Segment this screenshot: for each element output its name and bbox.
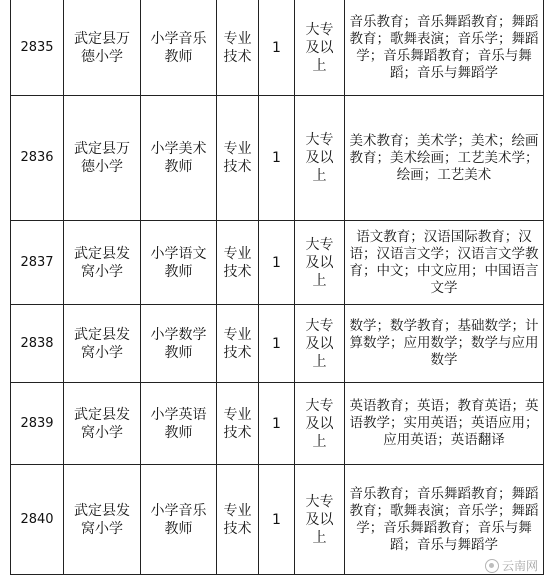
position-name: 小学英语教师 xyxy=(141,383,217,465)
major-requirement: 数学；数学教育；基础数学；计算数学；应用数学；数学与应用数学 xyxy=(345,305,544,383)
education-requirement: 大专及以上 xyxy=(295,305,345,383)
position-category: 专业技术 xyxy=(217,465,259,575)
recruitment-table xyxy=(10,0,544,575)
position-code: 2839 xyxy=(11,383,64,465)
table-row xyxy=(11,0,544,96)
school-name: 武定县万德小学 xyxy=(64,96,141,221)
school-name: 武定县发窝小学 xyxy=(64,383,141,465)
major-requirement: 语文教育；汉语国际教育；汉语；汉语言文学；汉语言文学教育；中文；中文应用；中国语言文学 xyxy=(345,221,544,305)
watermark xyxy=(485,557,538,574)
major-requirement: 音乐教育；音乐舞蹈教育；舞蹈教育；歌舞表演；音乐学；舞蹈学；音乐舞蹈教育；音乐与舞蹈；音乐与舞蹈学 xyxy=(345,0,544,96)
education-requirement: 大专及以上 xyxy=(295,96,345,221)
hire-count: 1 xyxy=(259,0,295,96)
position-code: 2837 xyxy=(11,221,64,305)
table-row xyxy=(11,383,544,465)
school-name: 武定县万德小学 xyxy=(64,0,141,96)
major-requirement: 美术教育；美术学；美术；绘画教育；美术绘画；工艺美术学；绘画；工艺美术 xyxy=(345,96,544,221)
position-code: 2835 xyxy=(11,0,64,96)
hire-count: 1 xyxy=(259,221,295,305)
school-name: 武定县发窝小学 xyxy=(64,305,141,383)
table-row xyxy=(11,305,544,383)
hire-count: 1 xyxy=(259,96,295,221)
major-requirement: 音乐教育；音乐舞蹈教育；舞蹈教育；歌舞表演；音乐学；舞蹈学；音乐舞蹈教育；音乐与舞蹈；音乐与舞蹈学 xyxy=(345,465,544,575)
hire-count: 1 xyxy=(259,383,295,465)
position-name: 小学音乐教师 xyxy=(141,465,217,575)
hire-count: 1 xyxy=(259,465,295,575)
watermark-text: 云南网 xyxy=(501,559,538,573)
position-category: 专业技术 xyxy=(217,383,259,465)
education-requirement: 大专及以上 xyxy=(295,221,345,305)
table-row xyxy=(11,96,544,221)
watermark-logo-icon xyxy=(485,559,499,573)
school-name: 武定县发窝小学 xyxy=(64,221,141,305)
major-requirement: 英语教育；英语；教育英语；英语教学；实用英语；英语应用；应用英语；英语翻译 xyxy=(345,383,544,465)
position-category: 专业技术 xyxy=(217,96,259,221)
education-requirement: 大专及以上 xyxy=(295,383,345,465)
position-code: 2840 xyxy=(11,465,64,575)
hire-count: 1 xyxy=(259,305,295,383)
position-category: 专业技术 xyxy=(217,305,259,383)
position-code: 2836 xyxy=(11,96,64,221)
table-row xyxy=(11,465,544,575)
position-name: 小学语文教师 xyxy=(141,221,217,305)
education-requirement: 大专及以上 xyxy=(295,465,345,575)
table-row xyxy=(11,221,544,305)
position-name: 小学数学教师 xyxy=(141,305,217,383)
position-category: 专业技术 xyxy=(217,0,259,96)
position-category: 专业技术 xyxy=(217,221,259,305)
education-requirement: 大专及以上 xyxy=(295,0,345,96)
school-name: 武定县发窝小学 xyxy=(64,465,141,575)
position-name: 小学音乐教师 xyxy=(141,0,217,96)
position-name: 小学美术教师 xyxy=(141,96,217,221)
position-code: 2838 xyxy=(11,305,64,383)
